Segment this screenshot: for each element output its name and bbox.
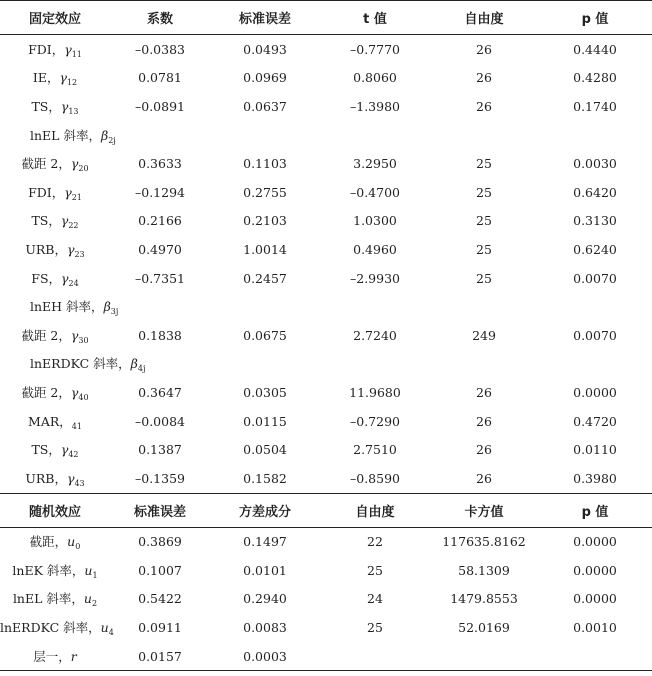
table-cell: 0.2103 bbox=[243, 213, 287, 229]
row-label bbox=[0, 321, 110, 350]
subscript: 1 bbox=[92, 570, 98, 580]
table-cell: 0.4960 bbox=[353, 241, 397, 257]
row-label-text: 层一， bbox=[33, 649, 71, 665]
table-cell: 0.0781 bbox=[138, 70, 182, 86]
subscript: 22 bbox=[68, 221, 79, 231]
table-cell: 0.0000 bbox=[573, 562, 617, 578]
table-cell: 0.4970 bbox=[138, 241, 182, 257]
subscript: 43 bbox=[74, 478, 85, 488]
table-cell: 0.1387 bbox=[138, 442, 182, 458]
fixed-effects-body bbox=[0, 35, 652, 494]
subscript: 12 bbox=[66, 78, 78, 88]
header-cell: p 值 bbox=[538, 493, 652, 527]
symbol: u bbox=[67, 534, 76, 550]
row-label-text: lnEK 斜率， bbox=[12, 562, 85, 578]
row-label bbox=[0, 207, 110, 236]
table-cell: 0.0911 bbox=[138, 620, 182, 636]
table-cell bbox=[538, 642, 652, 671]
table-row bbox=[0, 407, 652, 436]
table-cell: 0.3633 bbox=[138, 156, 182, 172]
row-label-text: 截距 2， bbox=[21, 384, 71, 400]
row-label bbox=[0, 121, 116, 150]
table-row bbox=[0, 642, 652, 671]
table-cell: 0.0030 bbox=[573, 156, 617, 172]
table-cell: –0.8590 bbox=[350, 470, 400, 486]
table-cell: 25 bbox=[476, 213, 492, 229]
row-label-text: lnEL 斜率， bbox=[12, 591, 84, 607]
table-row bbox=[0, 64, 652, 93]
row-label-text: FDI， bbox=[28, 184, 65, 200]
table-row bbox=[0, 556, 652, 585]
subscript: 30 bbox=[78, 335, 89, 345]
header-cell: 方差成分 bbox=[210, 493, 320, 527]
table-cell bbox=[538, 292, 652, 321]
table-cell: –0.4700 bbox=[350, 184, 400, 200]
symbol: γ bbox=[70, 327, 79, 343]
subscript: 40 bbox=[78, 392, 89, 402]
table-cell: 0.3130 bbox=[573, 213, 617, 229]
table-cell: 0.6240 bbox=[573, 241, 617, 257]
table-row bbox=[0, 613, 652, 642]
table-cell: 0.6420 bbox=[573, 184, 617, 200]
table-row bbox=[0, 235, 652, 264]
subscript: 4 bbox=[108, 628, 114, 638]
symbol: γ bbox=[66, 241, 75, 257]
table-cell: 0.0504 bbox=[243, 442, 287, 458]
table-cell: 25 bbox=[476, 184, 492, 200]
subscript: 11 bbox=[71, 49, 82, 59]
fixed-effects-header bbox=[0, 1, 652, 35]
table-cell: 0.0070 bbox=[573, 270, 617, 286]
row-label-text: 截距 2， bbox=[21, 156, 71, 172]
table-cell: 0.8060 bbox=[353, 70, 397, 86]
row-label bbox=[0, 178, 110, 207]
table-cell: 26 bbox=[476, 442, 492, 458]
table-cell: 0.5422 bbox=[138, 591, 182, 607]
table-cell bbox=[538, 121, 652, 150]
section-row bbox=[0, 292, 652, 321]
table-cell bbox=[110, 121, 210, 150]
symbol: γ bbox=[59, 70, 67, 86]
table-cell: –0.1359 bbox=[135, 470, 185, 486]
row-label bbox=[0, 350, 146, 379]
subscript: 3j bbox=[110, 307, 119, 317]
table-cell: 0.0070 bbox=[573, 327, 617, 343]
symbol: γ bbox=[60, 442, 69, 458]
row-label bbox=[0, 464, 110, 493]
table-cell: 25 bbox=[476, 270, 492, 286]
table-cell: –0.0084 bbox=[135, 413, 185, 429]
row-label-text: 截距， bbox=[29, 534, 68, 550]
row-label-text: IE， bbox=[32, 70, 60, 86]
table-cell: 1.0014 bbox=[243, 241, 287, 257]
symbol: γ bbox=[66, 470, 75, 486]
row-label bbox=[0, 35, 110, 64]
table-cell: –0.7290 bbox=[350, 413, 400, 429]
row-label-text: TS， bbox=[31, 213, 61, 229]
table-cell bbox=[320, 350, 430, 379]
row-label bbox=[0, 556, 110, 585]
header-cell: 系数 bbox=[110, 1, 210, 35]
table-cell: 58.1309 bbox=[458, 562, 510, 578]
header-cell: t 值 bbox=[320, 1, 430, 35]
table-cell: 26 bbox=[476, 70, 492, 86]
table-row bbox=[0, 92, 652, 121]
subscript: 23 bbox=[74, 249, 85, 259]
table-cell: 0.0110 bbox=[573, 442, 617, 458]
table-cell bbox=[210, 292, 320, 321]
table-cell: 0.2166 bbox=[138, 213, 182, 229]
subscript: 0 bbox=[75, 542, 81, 552]
table-cell: 0.0969 bbox=[243, 70, 287, 86]
table-cell: 0.0675 bbox=[243, 327, 287, 343]
table-cell: 0.0000 bbox=[573, 384, 617, 400]
row-label-text: lnEH 斜率， bbox=[30, 299, 104, 315]
table-cell: 26 bbox=[476, 41, 492, 57]
symbol: u bbox=[100, 620, 109, 636]
row-label-text: URB， bbox=[25, 241, 67, 257]
row-label bbox=[0, 613, 114, 642]
symbol: γ bbox=[60, 213, 69, 229]
row-label-text: FS， bbox=[31, 270, 62, 286]
header-cell: 固定效应 bbox=[0, 1, 110, 35]
random-effects-header bbox=[0, 493, 652, 527]
table-cell: 26 bbox=[476, 413, 492, 429]
table-cell bbox=[320, 642, 430, 671]
subscript: 24 bbox=[68, 278, 79, 288]
subscript: 41 bbox=[71, 421, 82, 431]
table-cell bbox=[210, 121, 320, 150]
symbol: γ bbox=[64, 184, 72, 200]
row-label bbox=[0, 264, 110, 293]
table-cell: 0.0083 bbox=[243, 620, 287, 636]
table-cell bbox=[430, 121, 538, 150]
symbol: β bbox=[130, 356, 138, 372]
header-cell: 标准误差 bbox=[210, 1, 320, 35]
subscript: 4j bbox=[137, 364, 146, 374]
row-label-text: TS， bbox=[31, 442, 61, 458]
table-cell: –0.0383 bbox=[135, 41, 185, 57]
row-label bbox=[0, 642, 110, 671]
table-cell: 26 bbox=[476, 98, 492, 114]
table-cell: 24 bbox=[367, 591, 383, 607]
row-label-text: 截距 2， bbox=[21, 327, 71, 343]
symbol: γ bbox=[61, 270, 69, 286]
table-cell: 0.0003 bbox=[210, 642, 320, 671]
symbol: γ bbox=[64, 41, 72, 57]
table-cell bbox=[320, 121, 430, 150]
table-cell: 249 bbox=[472, 327, 496, 343]
subscript: 2j bbox=[108, 135, 116, 145]
header-cell: 标准误差 bbox=[110, 493, 210, 527]
header-cell: 自由度 bbox=[430, 1, 538, 35]
table-cell bbox=[430, 292, 538, 321]
table-cell: 3.2950 bbox=[353, 156, 397, 172]
table-cell: –0.7770 bbox=[350, 41, 400, 57]
table-cell bbox=[538, 350, 652, 379]
table-cell: 25 bbox=[476, 241, 492, 257]
table-row bbox=[0, 321, 652, 350]
table-cell: 0.3647 bbox=[138, 384, 182, 400]
table-row bbox=[0, 149, 652, 178]
row-label bbox=[0, 585, 110, 614]
row-label-text: MAR， bbox=[28, 413, 72, 429]
table-cell: 26 bbox=[476, 470, 492, 486]
header-cell: p 值 bbox=[538, 1, 652, 35]
table-cell: 0.1103 bbox=[243, 156, 287, 172]
table-cell: 26 bbox=[476, 384, 492, 400]
table-cell bbox=[430, 350, 538, 379]
symbol: β bbox=[103, 299, 111, 315]
table-cell: 0.4280 bbox=[573, 70, 617, 86]
header-cell: 随机效应 bbox=[0, 493, 110, 527]
table-row bbox=[0, 35, 652, 64]
table-cell: 25 bbox=[476, 156, 492, 172]
symbol: γ bbox=[60, 98, 69, 114]
subscript: 42 bbox=[68, 450, 79, 460]
symbol: γ bbox=[70, 384, 79, 400]
table-cell bbox=[210, 350, 320, 379]
symbol: r bbox=[70, 649, 77, 665]
table-cell: –2.9930 bbox=[350, 270, 400, 286]
table-cell: 2.7240 bbox=[353, 327, 397, 343]
table-cell: –0.1294 bbox=[135, 184, 185, 200]
table-cell: 0.3980 bbox=[573, 470, 617, 486]
table-row bbox=[0, 178, 652, 207]
symbol: u bbox=[84, 562, 93, 578]
row-label bbox=[0, 235, 110, 264]
table-cell: 25 bbox=[367, 620, 383, 636]
table-row bbox=[0, 435, 652, 464]
section-row bbox=[0, 350, 652, 379]
table-cell: 1.0300 bbox=[353, 213, 397, 229]
table-cell: 0.1582 bbox=[243, 470, 287, 486]
table-cell: 52.0169 bbox=[458, 620, 510, 636]
table-cell: 2.7510 bbox=[353, 442, 397, 458]
random-effects-body bbox=[0, 527, 652, 671]
symbol: u bbox=[83, 591, 92, 607]
symbol: γ bbox=[70, 156, 79, 172]
table-cell: 25 bbox=[367, 562, 383, 578]
table-cell: 0.1497 bbox=[243, 534, 287, 550]
table-cell: 0.0000 bbox=[573, 534, 617, 550]
row-label-text: lnERDKC 斜率， bbox=[30, 356, 131, 372]
row-label-text: FDI， bbox=[28, 41, 65, 57]
row-label-text: lnERDKC 斜率， bbox=[0, 620, 101, 636]
table-cell: 0.0637 bbox=[243, 98, 287, 114]
table-cell: 0.4440 bbox=[573, 41, 617, 57]
table-row bbox=[0, 585, 652, 614]
row-label bbox=[0, 64, 110, 93]
subscript: 13 bbox=[68, 106, 79, 116]
table-cell: 0.2755 bbox=[243, 184, 287, 200]
row-label bbox=[0, 527, 110, 556]
table-cell: 0.1007 bbox=[138, 562, 182, 578]
row-label bbox=[0, 407, 110, 436]
table-cell: 11.9680 bbox=[349, 384, 401, 400]
table-cell: 0.0115 bbox=[243, 413, 287, 429]
table-row bbox=[0, 527, 652, 556]
row-label-text: TS， bbox=[31, 98, 61, 114]
table-cell: 0.0157 bbox=[110, 642, 210, 671]
table-cell: 0.0000 bbox=[573, 591, 617, 607]
subscript: 2 bbox=[91, 599, 98, 609]
table-row bbox=[0, 378, 652, 407]
table-row bbox=[0, 264, 652, 293]
table-cell: 1479.8553 bbox=[450, 591, 518, 607]
row-label bbox=[0, 149, 110, 178]
row-label bbox=[0, 378, 110, 407]
row-label bbox=[0, 292, 119, 321]
row-label bbox=[0, 92, 110, 121]
table-cell bbox=[320, 292, 430, 321]
table-cell bbox=[430, 642, 538, 671]
section-row bbox=[0, 121, 652, 150]
table-cell: 0.1838 bbox=[138, 327, 182, 343]
table-cell: 0.0101 bbox=[243, 562, 287, 578]
table-cell: –0.0891 bbox=[135, 98, 185, 114]
subscript: 21 bbox=[71, 192, 82, 202]
table-cell: 22 bbox=[367, 534, 383, 550]
table-cell: 0.0493 bbox=[243, 41, 287, 57]
header-cell: 卡方值 bbox=[430, 493, 538, 527]
table-cell: 0.3869 bbox=[138, 534, 182, 550]
table-cell bbox=[110, 292, 210, 321]
table-cell: 0.2940 bbox=[243, 591, 287, 607]
row-label-text: URB， bbox=[25, 470, 67, 486]
row-label-text: lnEL 斜率， bbox=[30, 127, 101, 143]
table-cell: 117635.8162 bbox=[442, 534, 526, 550]
table-cell: 0.2457 bbox=[243, 270, 287, 286]
header-cell: 自由度 bbox=[320, 493, 430, 527]
table-row bbox=[0, 207, 652, 236]
symbol: β bbox=[100, 127, 109, 143]
table-cell: 0.1740 bbox=[573, 98, 617, 114]
table-cell: –1.3980 bbox=[350, 98, 400, 114]
row-label bbox=[0, 435, 110, 464]
table-cell: 0.4720 bbox=[573, 413, 617, 429]
table-cell: 0.0305 bbox=[243, 384, 287, 400]
table-cell: 0.0010 bbox=[573, 620, 617, 636]
table-cell: –0.7351 bbox=[135, 270, 185, 286]
subscript: 20 bbox=[78, 164, 89, 174]
table-row bbox=[0, 464, 652, 493]
